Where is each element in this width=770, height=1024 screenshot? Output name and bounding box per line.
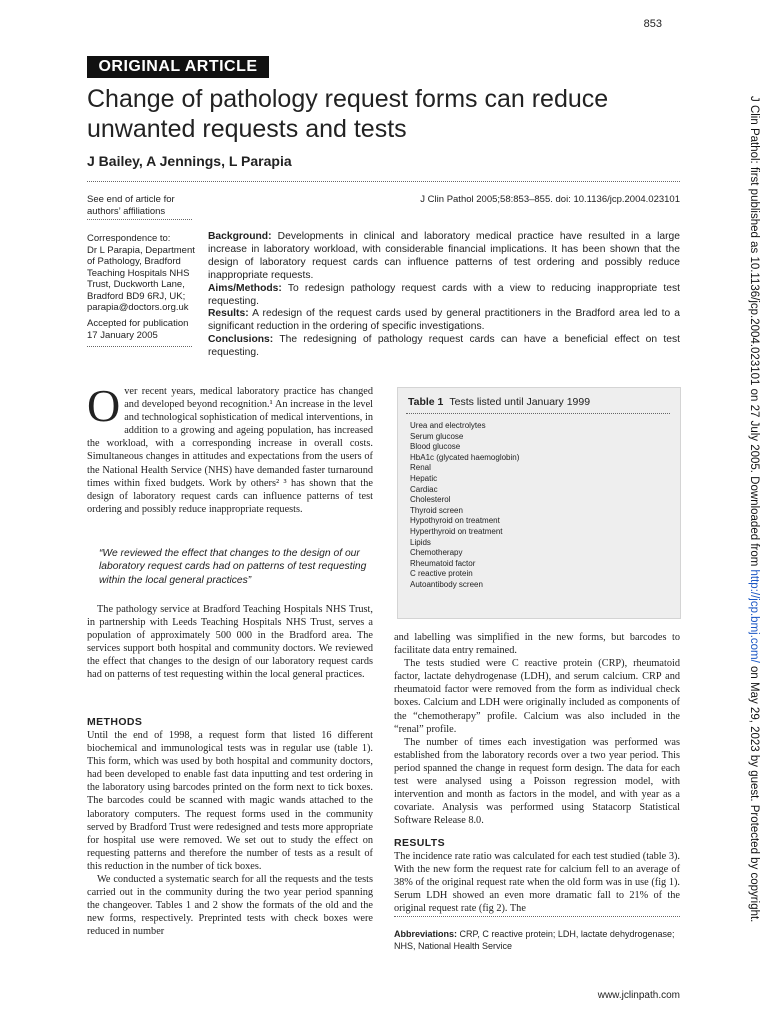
table-row: Hyperthyroid on treatment — [410, 526, 503, 536]
methods-paragraph-2: We conducted a systematic search for all the requests and the tests carried out in the community during the two year period spanning the changeover. Tables 1 and 2 show the formats of the old and the new forms, respectively. Preprinted tests with check boxes were reduced in number — [87, 874, 373, 938]
table-1-caption: Tests listed until January 1999 — [449, 396, 591, 408]
abstract-conclusions: The redesigning of pathology request cards can have a beneficial effect on test requesting. — [208, 334, 680, 359]
correspondence-address: Dr L Parapia, Department of Pathology, Bradford Teaching Hospitals NHS Trust, Duckworth Lane, Bradford BD9 6RJ, UK; — [87, 244, 195, 302]
table-row: Serum glucose — [410, 431, 464, 441]
table-row: Autoantibody screen — [410, 579, 483, 589]
intro-text-2: The pathology service at Bradford Teaching Hospitals NHS Trust, in partnership with Leeds Teaching Hospitals NHS Trust, serves a population of approximately 500 000 in the Bradford area. The services support both hospital and community doctors. We reviewed the effect that changes to the design of our laboratory request cards had on patterns of test requesting within the local general practices. — [87, 604, 373, 681]
results-heading: RESULTS — [394, 837, 446, 849]
drop-cap: O — [87, 380, 121, 431]
correspondence-label: Correspondence to: — [87, 233, 171, 244]
methods-paragraph-5: The number of times each investigation was performed was established from the laboratory records over a two year period. This period spanned the change in request form design. The data for each test were analysed using a Poisson regression model, with intervention and month as factors in the model, and with year as a covariate. Analysis was performed using Statacorp Statistical Software Release 8.0. — [394, 736, 680, 827]
table-row: Renal — [410, 463, 431, 473]
abstract-aims: To redesign pathology request cards with a view to reducing inappropriate test requesting. — [208, 282, 680, 307]
abstract-conclusions-label: Conclusions: — [208, 334, 274, 346]
table-row: Cholesterol — [410, 495, 451, 505]
correspondence-block — [87, 233, 199, 314]
citation: J Clin Pathol 2005;58:853–855. doi: 10.1136/jcp.2004.023101 — [420, 194, 680, 205]
table-1-label: Table 1 — [408, 396, 444, 408]
accepted-date: 17 January 2005 — [87, 329, 158, 341]
table-row: Lipids — [410, 537, 431, 547]
table-row: Rheumatoid factor — [410, 558, 476, 568]
abstract-results: A redesign of the request cards used by general practitioners in the Bradford area led to a significant reduction in the ordering of specific investigations. — [208, 308, 680, 333]
pull-quote: “We reviewed the effect that changes to the design of our laboratory request cards had on patterns of test requesting within the local general practices” — [99, 548, 367, 586]
download-notice — [748, 96, 760, 922]
methods-heading: METHODS — [87, 716, 143, 728]
journal-link[interactable]: http://jcp.bmj.com/ — [748, 569, 760, 663]
table-row: Hepatic — [410, 473, 438, 483]
intro-text: ver recent years, medical laboratory practice has changed and developed beyond recognition.¹ An increase in the level and technological sophistication of medical interventions, in addition to a growing and ageing population, has increased the workload, with a corresponding increase in overall costs. Simultaneous changes in attitudes and expectations from the users of the National Health Service (NHS) have demanded faster turnaround times within fixed budgets. Work by others² ³ has shown that the design of laboratory request cards can influence patterns of test ordering and possibly reduce inappropriate requests. — [87, 386, 373, 515]
methods-continued — [394, 631, 680, 827]
article-type-banner: ORIGINAL ARTICLE — [87, 56, 269, 78]
divider — [87, 346, 192, 347]
results-paragraph-1: The incidence rate ratio was calculated for each test studied (table 3). With the new form the request rate for calcium fell to an average of 38% of the original request rate when the old form was in use (fig 1). Serum LDH showed an even more dramatic fall to 21% of the original request rate (fig 2). The — [394, 851, 680, 915]
table-1-list — [410, 421, 519, 591]
table-row: Blood glucose — [410, 442, 461, 452]
table-row: Thyroid screen — [410, 505, 463, 515]
affiliations-note: See end of article for authors’ affiliations — [87, 194, 175, 217]
article-title: Change of pathology request forms can reduce unwanted requests and tests — [87, 85, 609, 143]
abstract — [208, 231, 680, 360]
abstract-aims-label: Aims/Methods: — [208, 282, 282, 294]
download-notice-text-end: on May 29, 2023 by guest. Protected by copyright. — [748, 662, 760, 923]
authors: J Bailey, A Jennings, L Parapia — [87, 153, 292, 169]
page-number: 853 — [643, 18, 662, 30]
divider — [394, 916, 680, 917]
abstract-results-label: Results: — [208, 308, 249, 320]
intro-paragraph — [87, 380, 373, 516]
divider — [87, 181, 680, 182]
accepted-block — [87, 318, 199, 341]
methods-paragraph-4: The tests studied were C reactive protein (CRP), rheumatoid factor, lactate dehydrogenase (LDH), and serum calcium. CRP and rheumatoid factor were removed from the form as individual check boxes. Calcium and LDH were originally included as components of the “chemotherapy” profile. Calcium was also included in the “renal” profile. — [394, 658, 680, 735]
methods-paragraph-3: and labelling was simplified in the new forms, but barcodes to facilitate data entry remained. — [394, 632, 680, 657]
abbreviations — [394, 929, 680, 952]
footer-url[interactable]: www.jclinpath.com — [597, 990, 680, 1001]
methods-paragraph-1: Until the end of 1998, a request form that listed 16 different biochemical and immunological tests was in regular use (table 1). This form, which was used by both hospital and community doctors, had been developed to enable fast data inputting and test ordering in the laboratory using barcodes printed on the form next to tick boxes. The barcodes could be scanned with magic wands attached to the laboratory computers. The request forms used in the community served by Bradford Trust were redesigned and tests more appropriate for hospital use were removed. We set out to study the effect on requesting patterns and therefore the number of tests as a result of this reduction in the number of tick boxes. — [87, 730, 373, 872]
download-notice-text: J Clin Pathol: first published as 10.1136/jcp.2004.023101 on 27 July 2005. Downloaded from — [748, 96, 760, 570]
table-1-title — [408, 396, 590, 408]
abbreviations-label: Abbreviations: — [394, 929, 458, 939]
table-row: HbA1c (glycated haemoglobin) — [410, 452, 520, 462]
table-row: Urea and electrolytes — [410, 421, 486, 430]
table-row: Cardiac — [410, 484, 438, 494]
methods-section — [87, 729, 373, 939]
abstract-background: Developments in clinical and laboratory medical practice have resulted in a large increase in laboratory workload, with considerable financial implications. It has been shown that the design of laboratory request cards can influence patterns of test ordering and possibly reduce inappropriate requests. — [208, 231, 680, 281]
table-row: Hypothyroid on treatment — [410, 516, 500, 526]
results-section — [394, 850, 680, 915]
table-row: Chemotherapy — [410, 548, 463, 558]
table-divider — [406, 413, 670, 414]
correspondence-email[interactable]: parapia@doctors.org.uk — [87, 302, 189, 313]
divider — [87, 219, 192, 220]
abstract-background-label: Background: — [208, 231, 272, 242]
table-row: C reactive protein — [410, 569, 473, 579]
intro-paragraph-2 — [87, 603, 373, 682]
abbreviations-text: CRP, C reactive protein; LDH, lactate dehydrogenase; NHS, National Health Service — [394, 929, 675, 951]
accepted-label: Accepted for publication — [87, 318, 189, 329]
